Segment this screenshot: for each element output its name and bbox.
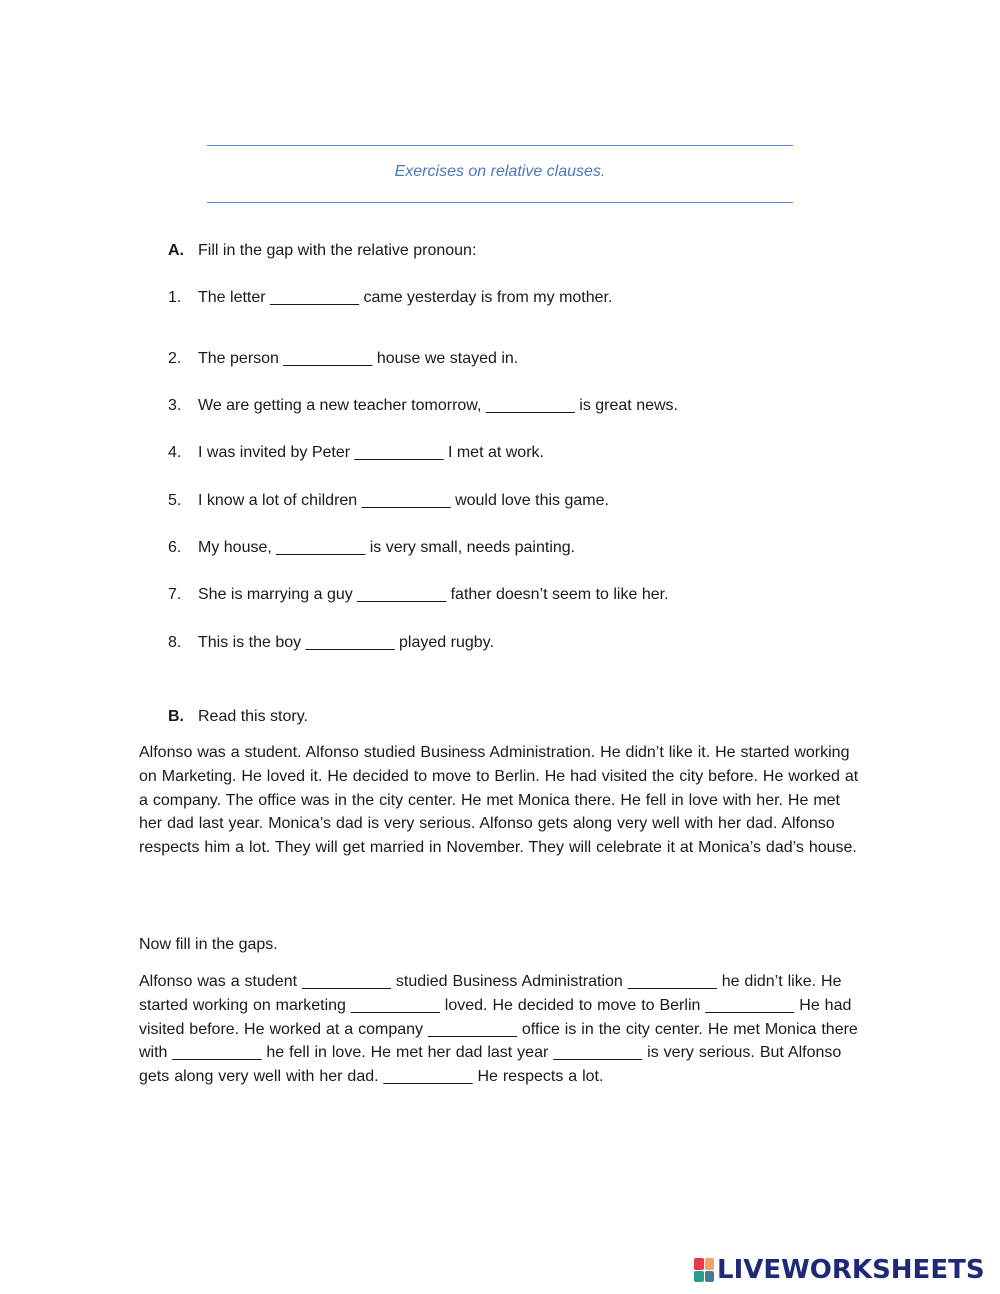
item-text: My house, __________ is very small, needs painting. — [198, 539, 576, 556]
title-rule-bottom — [207, 202, 793, 203]
logo-square-3 — [694, 1271, 704, 1283]
logo-text: LIVEWORKSHEETS — [717, 1255, 985, 1285]
item-number: 2. — [168, 350, 182, 367]
section-a-instruction: Fill in the gap with the relative pronoun: — [198, 242, 477, 259]
item-number: 6. — [168, 539, 182, 556]
section-a-letter: A. — [168, 242, 184, 259]
item-text: She is marrying a guy __________ father doesn’t seem to like her. — [198, 586, 669, 603]
liveworksheets-logo — [694, 1256, 985, 1284]
gap-instruction: Now fill in the gaps. — [139, 936, 278, 953]
item-text: I was invited by Peter __________ I met at work. — [198, 444, 544, 461]
item-number: 1. — [168, 289, 182, 306]
item-text: This is the boy __________ played rugby. — [198, 634, 494, 651]
title-rule-top — [207, 145, 793, 146]
logo-square-4 — [705, 1271, 715, 1283]
item-text: The person __________ house we stayed in. — [198, 350, 519, 367]
section-b-instruction: Read this story. — [198, 708, 308, 725]
logo-square-2 — [705, 1258, 715, 1270]
logo-square-1 — [694, 1258, 704, 1270]
story-paragraph: Alfonso was a student. Alfonso studied Business Administration. He didn’t like it. He started working on Marketing. He loved it. He decided to move to Berlin. He had visited the city before. He worked at a company. The office was in the city center. He met Monica there. He fell in love with her. He met her dad last year. Monica’s dad is very serious. Alfonso gets along very well with her dad. Alfonso respects him a lot. They will get married in November. They will celebrate it at Monica’s dad’s house. — [139, 744, 859, 857]
item-number: 7. — [168, 586, 182, 603]
section-b-letter: B. — [168, 708, 184, 725]
gap-paragraph: Alfonso was a student __________ studied Business Administration __________ he didn’t like. He started working on marketing __________ loved. He decided to move to Berlin __________ He had visited before. He worked at a company __________ office is in the city center. He met Monica there with __________ he fell in love. He met her dad last year __________ is very serious. But Alfonso gets along very well with her dad. __________ He respects a lot. — [139, 973, 858, 1086]
item-number: 8. — [168, 634, 182, 651]
item-number: 5. — [168, 492, 182, 509]
item-number: 4. — [168, 444, 182, 461]
item-text: We are getting a new teacher tomorrow, __________ is great news. — [198, 397, 678, 414]
item-text: The letter __________ came yesterday is from my mother. — [198, 289, 613, 306]
logo-badge-icon — [694, 1258, 714, 1282]
item-text: I know a lot of children __________ would love this game. — [198, 492, 609, 509]
item-number: 3. — [168, 397, 182, 414]
page-title: Exercises on relative clauses. — [394, 163, 606, 180]
